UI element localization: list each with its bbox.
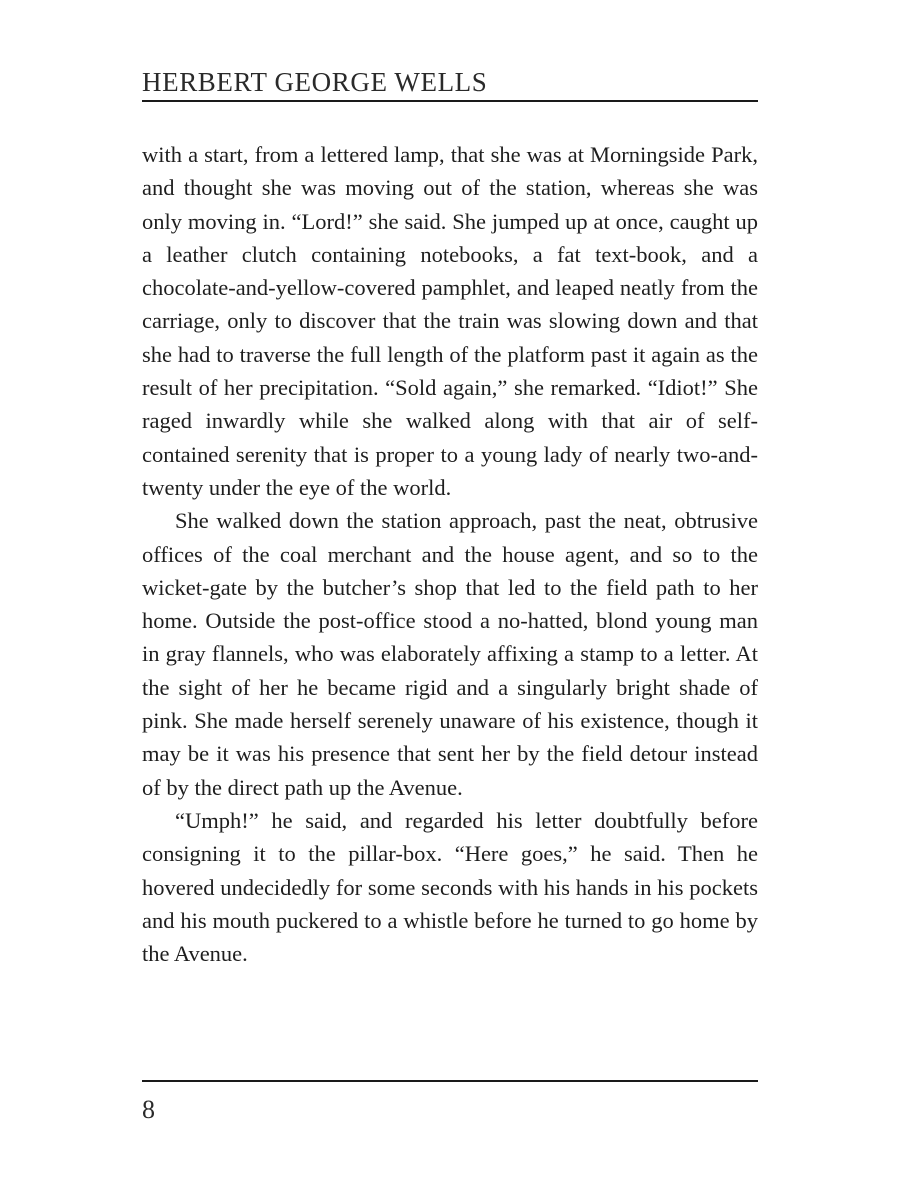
header-rule <box>142 100 758 102</box>
body-text <box>142 138 758 970</box>
paragraph-continued: with a start, from a lettered lamp, that she was at Morningside Park, and thought she was moving out of the station, whereas she was only moving in. “Lord!” she said. She jumped up at once, caught up a leather clutch containing notebooks, a fat text-book, and a chocolate-and-yellow-covered pamphlet, and leaped neatly from the carriage, only to discover that the train was slowing down and that she had to traverse the full length of the platform past it again as the result of her precipitation. “Sold again,” she remarked. “Idiot!” She raged inwardly while she walked along with that air of self-contained serenity that is proper to a young lady of nearly two-and-twenty under the eye of the world. <box>142 142 758 500</box>
footer-rule <box>142 1080 758 1082</box>
page-number: 8 <box>142 1095 155 1124</box>
paragraph: “Umph!” he said, and regarded his letter doubtfully before consigning it to the pillar-box. “Here goes,” he said. Then he hovered undecidedly for some seconds with his hands in his pockets and his mouth puckered to a whistle before he turned to go home by the Avenue. <box>142 807 758 967</box>
book-page <box>142 0 758 1200</box>
running-head-title: HERBERT GEORGE WELLS <box>142 67 488 97</box>
paragraph: She walked down the station approach, past the neat, obtrusive offices of the coal merchant and the house agent, and so to the wicket-gate by the butcher’s shop that led to the field path to her home. Outside the post-office stood a no-hatted, blond young man in gray flannels, who was elaborately affixing a stamp to a letter. At the sight of her he became rigid and a singularly bright shade of pink. She made herself serenely unaware of his existence, though it may be it was his presence that sent her by the field detour instead of by the direct path up the Avenue. <box>142 508 758 800</box>
